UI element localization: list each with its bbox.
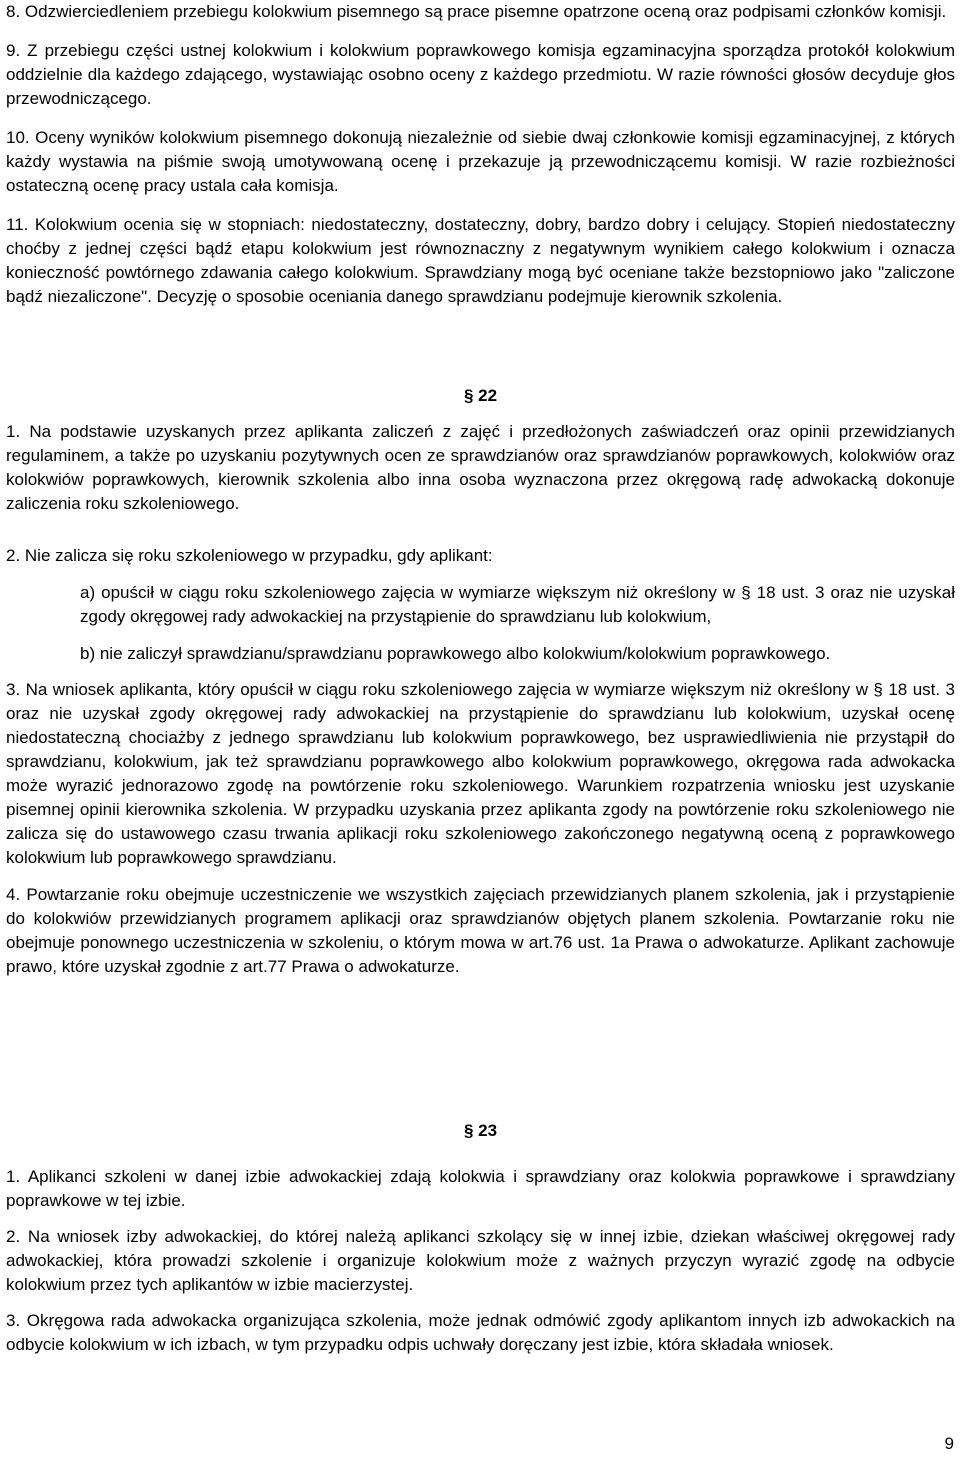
section-23-paragraph-3: 3. Okręgowa rada adwokacka organizująca szkolenia, może jednak odmówić zgody aplikantom innych izb adwokackich na odbycie kolokwium w ich izbach, w tym przypadku odpis uchwały doręczany jest izbie, która składała wniosek. <box>6 1311 955 1354</box>
section-22-heading: § 22 <box>463 386 498 405</box>
paragraph-8: 8. Odzwierciedleniem przebiegu kolokwium pisemnego są prace pisemne opatrzone oceną oraz podpisami członków komisji. <box>6 2 947 21</box>
section-23-paragraph-2: 2. Na wniosek izby adwokackiej, do której należą aplikanci szkolący się w innej izbie, dziekan właściwej okręgowej rady adwokackiej, która prowadzi szkolenie i organizuje kolokwium może z ważnych przyczyn wyrazić zgodę na odbycie kolokwium przez tych aplikantów w izbie macierzystej. <box>6 1227 955 1294</box>
paragraph-9: 9. Z przebiegu części ustnej kolokwium i kolokwium poprawkowego komisja egzaminacyjna sporządza protokół kolokwium oddzielnie dla każdego zdającego, wystawiając osobno oceny z każdego przedmiotu. W razie równości głosów decyduje głos przewodniczącego. <box>6 41 955 108</box>
section-22 <box>6 384 955 979</box>
section-22-paragraph-4: 4. Powtarzanie roku obejmuje uczestniczenie we wszystkich zajęciach przewidzianych planem szkolenia, jak i przystąpienie do kolokwiów przewidzianych programem aplikacji oraz sprawdzianów objętych planem szkolenia. Powtarzanie roku nie obejmuje ponownego uczestniczenia w szkoleniu, o którym mowa w art.76 ust. 1a Prawa o adwokaturze. Aplikant zachowuje prawo, które uzyskał zgodnie z art.77 Prawa o adwokaturze. <box>6 885 955 976</box>
paragraph-10: 10. Oceny wyników kolokwium pisemnego dokonują niezależnie od siebie dwaj członkowie komisji egzaminacyjnej, z których każdy wystawia na piśmie swoją umotywowaną ocenę i przekazuje ją przewodniczącemu komisji. W razie rozbieżności ostateczną ocenę pracy ustala cała komisja. <box>6 128 955 195</box>
section-22-item-a: a) opuścił w ciągu roku szkoleniowego zajęcia w wymiarze większym niż określony w § 18 ust. 3 oraz nie uzyskał zgody okręgowej rady adwokackiej na przystąpienie do sprawdzianu lub kolokwium, <box>80 583 955 626</box>
section-22-paragraph-2: 2. Nie zalicza się roku szkoleniowego w przypadku, gdy aplikant: <box>6 546 493 565</box>
section-22-paragraph-1: 1. Na podstawie uzyskanych przez aplikanta zaliczeń z zajęć i przedłożonych zaświadczeń oraz opinii przewidzianych regulaminem, a także po uzyskaniu pozytywnych ocen ze sprawdzianów oraz sprawdzianów poprawkowych, kolokwiów oraz kolokwiów poprawkowych, kierownik szkolenia albo inna osoba wyznaczona przez okręgową radę adwokacką dokonuje zaliczenia roku szkoleniowego. <box>6 422 955 513</box>
section-continuation <box>6 0 955 309</box>
section-22-paragraph-3: 3. Na wniosek aplikanta, który opuścił w ciągu roku szkoleniowego zajęcia w wymiarze większym niż określony w § 18 ust. 3 oraz nie uzyskał zgody okręgowej rady adwokackiej na przystąpienie do sprawdzianu lub kolokwium, uzyskał ocenę niedostateczną chociażby z jednego sprawdzianu lub kolokwium poprawkowego, bez usprawiedliwienia nie przystąpił do sprawdzianu, kolokwium, jak też sprawdzianu poprawkowego albo kolokwium poprawkowego, okręgowa rada adwokacka może wyrazić jednorazowo zgodę na powtórzenie roku szkoleniowego. Warunkiem rozpatrzenia wniosku jest uzyskanie pisemnej opinii kierownika szkolenia. W przypadku uzyskania przez aplikanta zgody na powtórzenie roku szkoleniowego nie zalicza się do ustawowego czasu trwania aplikacji roku szkoleniowego zakończonego negatywną oceną z poprawkowego kolokwium lub poprawkowego sprawdzianu. <box>6 680 955 867</box>
section-23-heading: § 23 <box>463 1121 498 1140</box>
section-23-paragraph-1: 1. Aplikanci szkoleni w danej izbie adwokackiej zdają kolokwia i sprawdziany oraz kolokwia poprawkowe i sprawdziany poprawkowe w tej izbie. <box>6 1167 955 1210</box>
section-22-item-b: b) nie zaliczył sprawdzianu/sprawdzianu poprawkowego albo kolokwium/kolokwium poprawkowego. <box>80 644 831 663</box>
page-number: 9 <box>944 1434 954 1453</box>
section-23 <box>6 1119 955 1357</box>
paragraph-11: 11. Kolokwium ocenia się w stopniach: niedostateczny, dostateczny, dobry, bardzo dobry i celujący. Stopień niedostateczny choćby z jednej części bądź etapu kolokwium jest równoznaczny z negatywnym wynikiem całego kolokwium i oznacza konieczność powtórnego zdawania całego kolokwium. Sprawdziany mogą być oceniane także bezstopniowo jako "zaliczone bądź niezaliczone". Decyzję o sposobie oceniania danego sprawdzianu podejmuje kierownik szkolenia. <box>6 215 955 306</box>
